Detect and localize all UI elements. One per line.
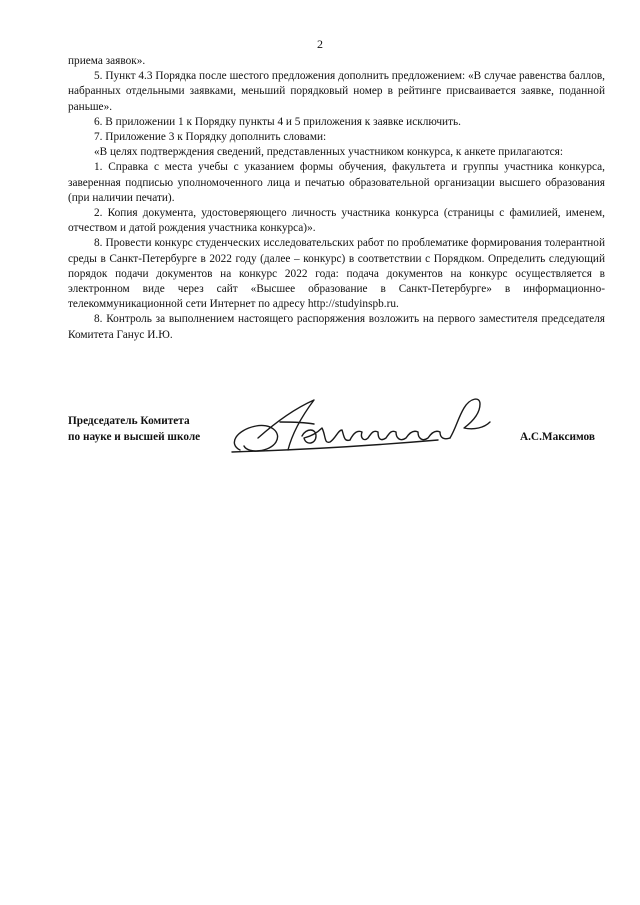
signer-title <box>68 414 200 445</box>
paragraph: 2. Копия документа, удостоверяющего личность участника конкурса (страницы с фамилией, именем, отчеством и датой рождения участника конкурса)». <box>68 207 605 235</box>
paragraph: 7. Приложение 3 к Порядку дополнить словами: <box>94 131 327 144</box>
paragraph: 6. В приложении 1 к Порядку пункты 4 и 5 приложения к заявке исключить. <box>94 115 461 128</box>
paragraph: 8. Провести конкурс студенческих исследовательских работ по проблематике формирования толерантной среды в Санкт-Петербурге в 2022 году (далее – конкурс) в соответствии с Порядком. Определить следующий порядок подачи документов на конкурс 2022 года: подача документов на конкурс осуществляется в электронном виде через сайт «Высшее образование в Санкт-Петербурге» в информационно-телекоммуникационной сети Интернет по адресу http://studyinspb.ru. <box>68 237 605 311</box>
paragraph: «В целях подтверждения сведений, представленных участником конкурса, к анкете прилагаются: <box>94 146 564 159</box>
page-number: 2 <box>317 37 323 51</box>
paragraph: 1. Справка с места учебы с указанием формы обучения, факультета и группы участника конкурса, заверенная подписью уполномоченного лица и печатью образовательной организации высшего образования (при наличии печати). <box>68 161 605 204</box>
handwritten-signature-icon <box>218 392 518 462</box>
paragraph: 5. Пункт 4.3 Порядка после шестого предложения дополнить предложением: «В случае равенства баллов, набранных отдельными заявками, меньший порядковый номер в рейтинге присваивается заявке, поданной раньше». <box>68 70 605 113</box>
signer-title-line2: по науке и высшей школе <box>68 430 201 443</box>
signer-title-line1: Председатель Комитета <box>68 415 190 427</box>
paragraph: приема заявок». <box>68 55 146 67</box>
signature-block <box>68 414 605 464</box>
signer-name: А.С.Максимов <box>519 430 595 443</box>
paragraph: 8. Контроль за выполнением настоящего распоряжения возложить на первого заместителя председателя Комитета Ганус И.Ю. <box>68 313 605 341</box>
document-body <box>68 54 605 343</box>
